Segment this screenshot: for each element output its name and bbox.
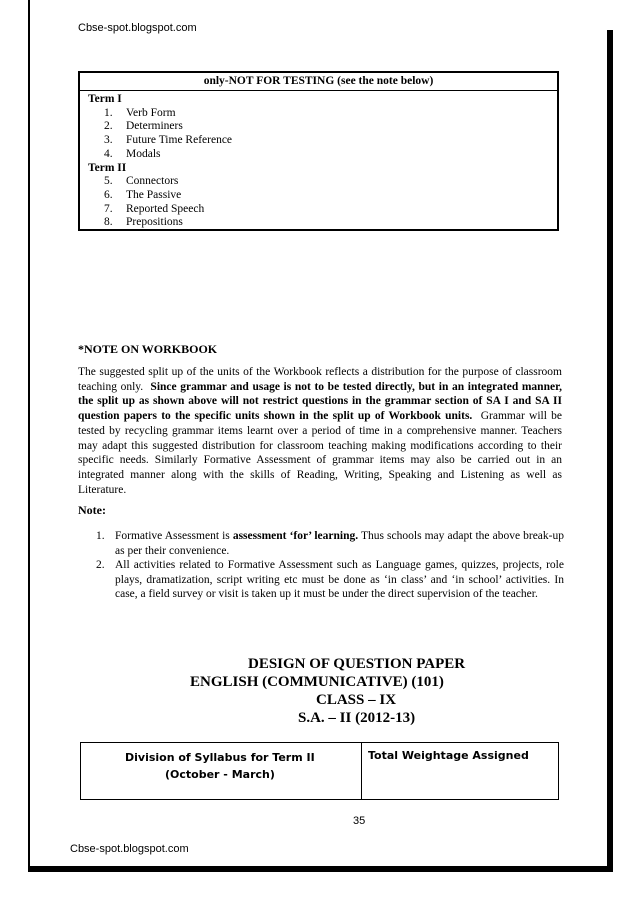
term-item: 6. The Passive <box>104 188 182 201</box>
page-border-bottom <box>28 866 613 872</box>
term-split-table <box>78 71 559 231</box>
term-heading: Term II <box>88 161 127 174</box>
note-list-item: 1. Formative Assessment is assessment ‘for’ learning. Thus schools may adapt the above break-up as per their convenience. <box>96 530 564 557</box>
term-item: 8. Prepositions <box>104 216 183 229</box>
design-title-line: ENGLISH (COMMUNICATIVE) (101) <box>190 674 444 690</box>
term-item: 3. Future Time Reference <box>104 134 233 147</box>
note-list-item: 2. All activities related to Formative Assessment such as Language games, quizzes, projects, role plays, dramatization, script writing etc must be done as ‘in class’ and ‘in school’ activities. In case, a field survey or visit is taken up it must be under the direct supervision of the teacher. <box>96 559 564 601</box>
term-table-body <box>80 91 557 230</box>
page-border-left <box>28 0 30 872</box>
term-item: 4. Modals <box>104 147 161 160</box>
design-title-line: DESIGN OF QUESTION PAPER <box>248 656 466 672</box>
term-item: 2. Determiners <box>104 120 183 133</box>
design-title-line: CLASS – IX <box>316 692 397 708</box>
table-column-divider <box>361 743 362 799</box>
note-paragraph: The suggested split up of the units of the Workbook reflects a distribution for the purpose of classroom teaching only. Since grammar and usage is not to be tested directly, but in an integrated manner, the split up as shown above will not restrict questions in the grammar section of SA I and SA II question papers to the specific units shown in the split up of Workbook units. Grammar will be tested by recycling grammar items learnt over a period of time in a comprehensive manner. Teachers may adapt this suggested distribution for classroom teaching making modifications according to their specific needs. Similarly Formative Assessment of grammar items may also be carried out in an integrated manner along with the skills of Reading, Writing, Speaking and Listening as well as Literature. <box>78 366 562 496</box>
note-label: Note: <box>78 503 106 517</box>
weightage-table-col1-header: Division of Syllabus for Term II (October - March) <box>125 751 315 781</box>
term-heading: Term I <box>88 93 122 105</box>
term-item: 7. Reported Speech <box>104 202 205 215</box>
term-item: 1. Verb Form <box>104 106 176 119</box>
design-title-line: S.A. – II (2012-13) <box>298 710 416 726</box>
page-border-right <box>607 30 613 872</box>
footer-site-link[interactable]: Cbse-spot.blogspot.com <box>70 843 189 855</box>
weightage-table <box>80 742 559 800</box>
term-item: 5. Connectors <box>104 175 179 188</box>
note-title: *NOTE ON WORKBOOK <box>78 342 218 356</box>
note-list <box>96 529 564 602</box>
weightage-table-col2-header: Total Weightage Assigned <box>368 749 529 762</box>
header-site-link[interactable]: Cbse-spot.blogspot.com <box>78 22 197 34</box>
page-number: 35 <box>353 815 366 827</box>
term-table-header: only-NOT FOR TESTING (see the note below) <box>80 73 557 91</box>
